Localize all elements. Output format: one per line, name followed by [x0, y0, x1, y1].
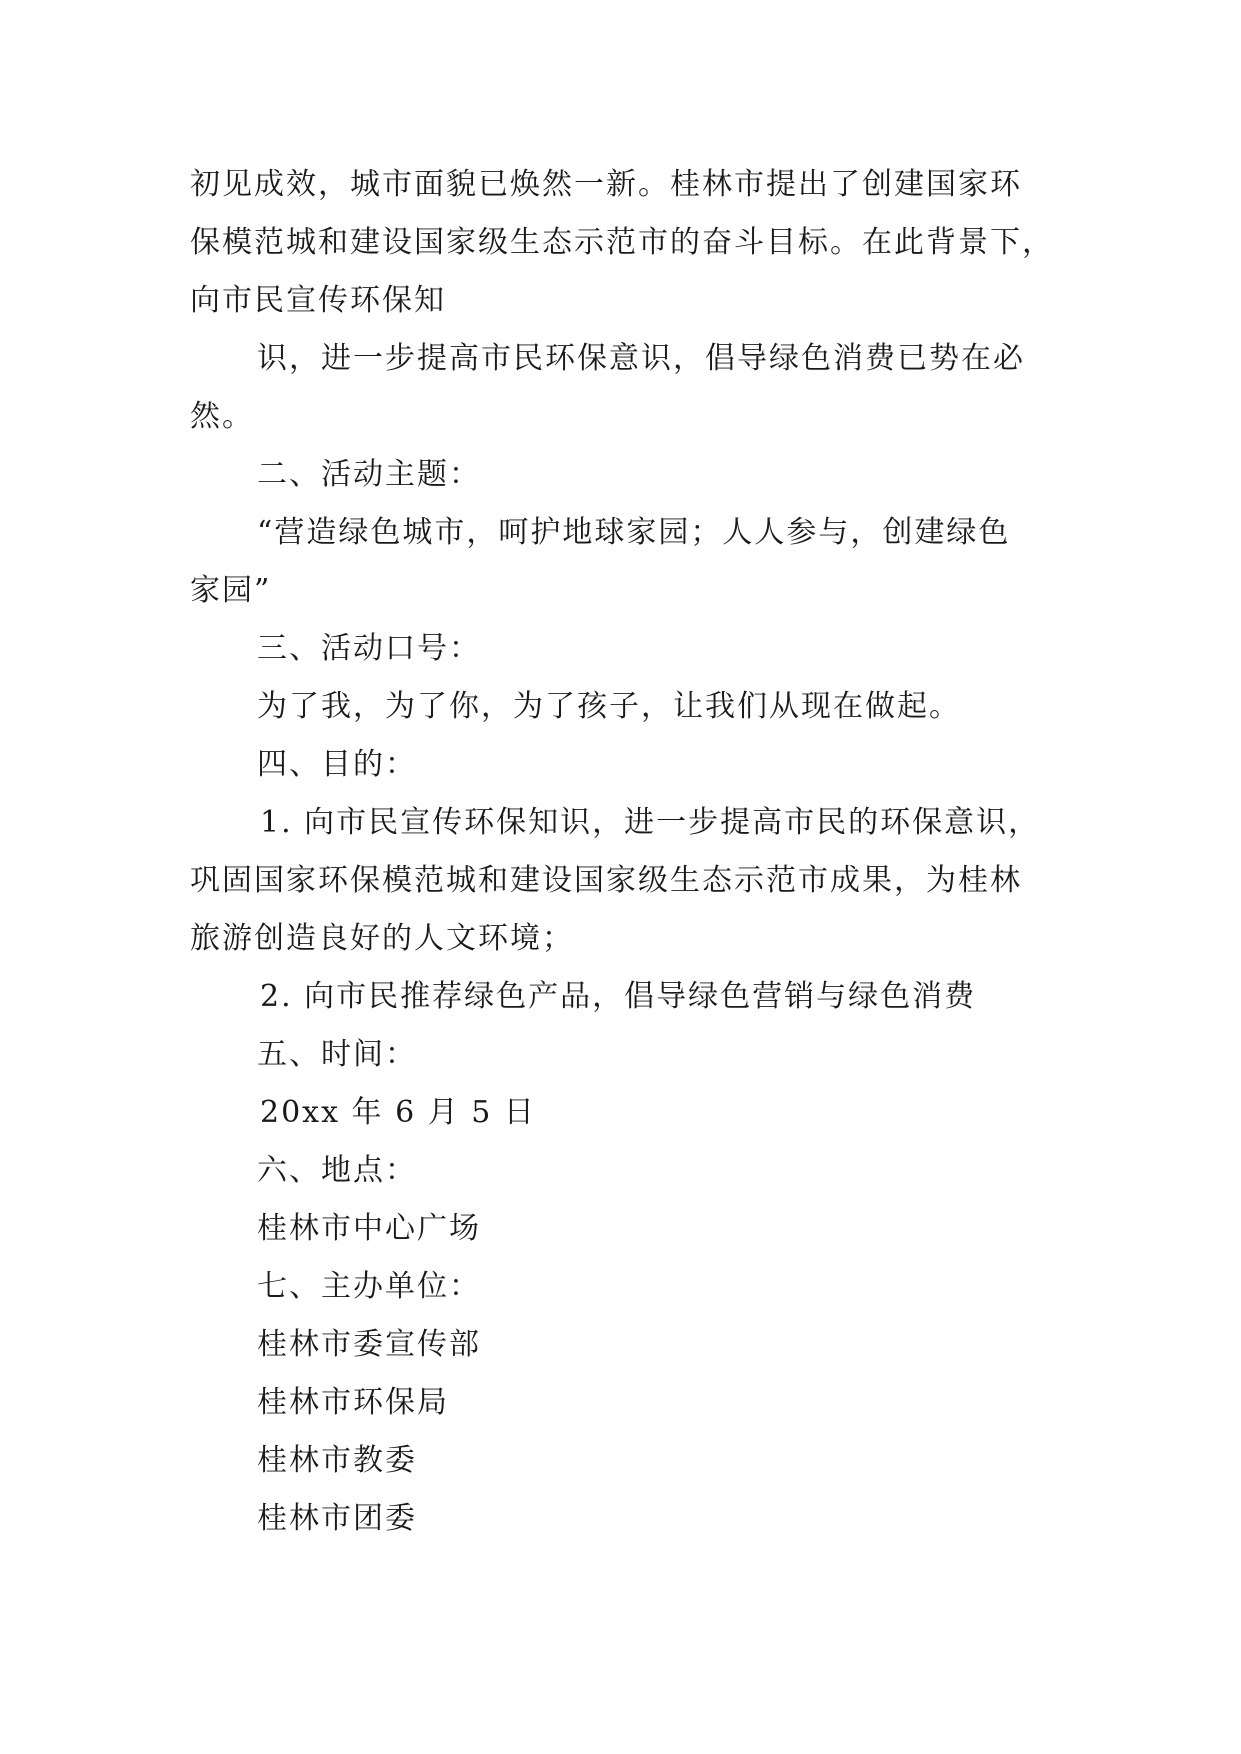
- text-line: 识，进一步提高市民环保意识，倡导绿色消费已势在必: [257, 341, 1025, 376]
- text-line: 1. 向市民宣传环保知识，进一步提高市民的环保意识，: [260, 805, 1041, 840]
- text-line: 初见成效，城市面貌已焕然一新。桂林市提出了创建国家环: [190, 167, 1022, 202]
- text-line: 保模范城和建设国家级生态示范市的奋斗目标。在此背景下，: [190, 225, 1054, 260]
- section-heading: 二、活动主题：: [257, 457, 481, 492]
- text-line: 桂林市中心广场: [257, 1211, 481, 1246]
- text-line: “营造绿色城市，呵护地球家园；人人参与，创建绿色: [257, 515, 1011, 550]
- text-line: 然。: [190, 399, 254, 434]
- section-heading: 六、地点：: [257, 1153, 417, 1188]
- text-line: 家园”: [190, 573, 272, 608]
- text-line: 2. 向市民推荐绿色产品，倡导绿色营销与绿色消费: [260, 979, 977, 1014]
- section-heading: 七、主办单位：: [257, 1269, 481, 1304]
- section-heading: 五、时间：: [257, 1037, 417, 1072]
- text-line: 桂林市环保局: [257, 1385, 449, 1420]
- text-line: 桂林市教委: [257, 1443, 417, 1478]
- text-line: 桂林市委宣传部: [257, 1327, 481, 1362]
- text-line: 为了我，为了你，为了孩子，让我们从现在做起。: [257, 689, 961, 724]
- text-line: 桂林市团委: [257, 1501, 417, 1536]
- text-line: 旅游创造良好的人文环境；: [190, 921, 574, 956]
- section-heading: 四、目的：: [257, 747, 417, 782]
- text-line: 向市民宣传环保知: [190, 283, 446, 318]
- text-line: 20xx 年 6 月 5 日: [260, 1095, 536, 1130]
- section-heading: 三、活动口号：: [257, 631, 481, 666]
- text-line: 巩固国家环保模范城和建设国家级生态示范市成果，为桂林: [190, 863, 1022, 898]
